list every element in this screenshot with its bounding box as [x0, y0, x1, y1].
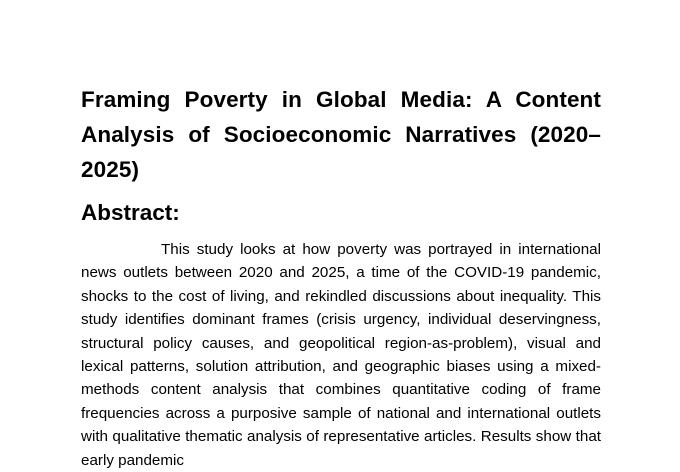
abstract-paragraph: This study looks at how poverty was portrayed in international news outlets between 2020 and 2025, a time of the COVID-19 pandemic, shocks to the cost of living, and rekindled discussions about inequality. This study identifies dominant frames (crisis urgency, individual deservingness, structural policy causes, and geopolitical region-as-problem), visual and lexical patterns, solution attribution, and geographic biases using a mixed-methods content analysis that combines quantitative coding of frame frequencies across a purposive sample of national and international outlets with qualitative thematic analysis of representative articles. Results show that early pandemic: [81, 241, 601, 469]
abstract-heading: Abstract:: [81, 200, 180, 225]
paper-title: Framing Poverty in Global Media: A Content Analysis of Socioeconomic Narratives (2020–2025): [81, 87, 601, 182]
